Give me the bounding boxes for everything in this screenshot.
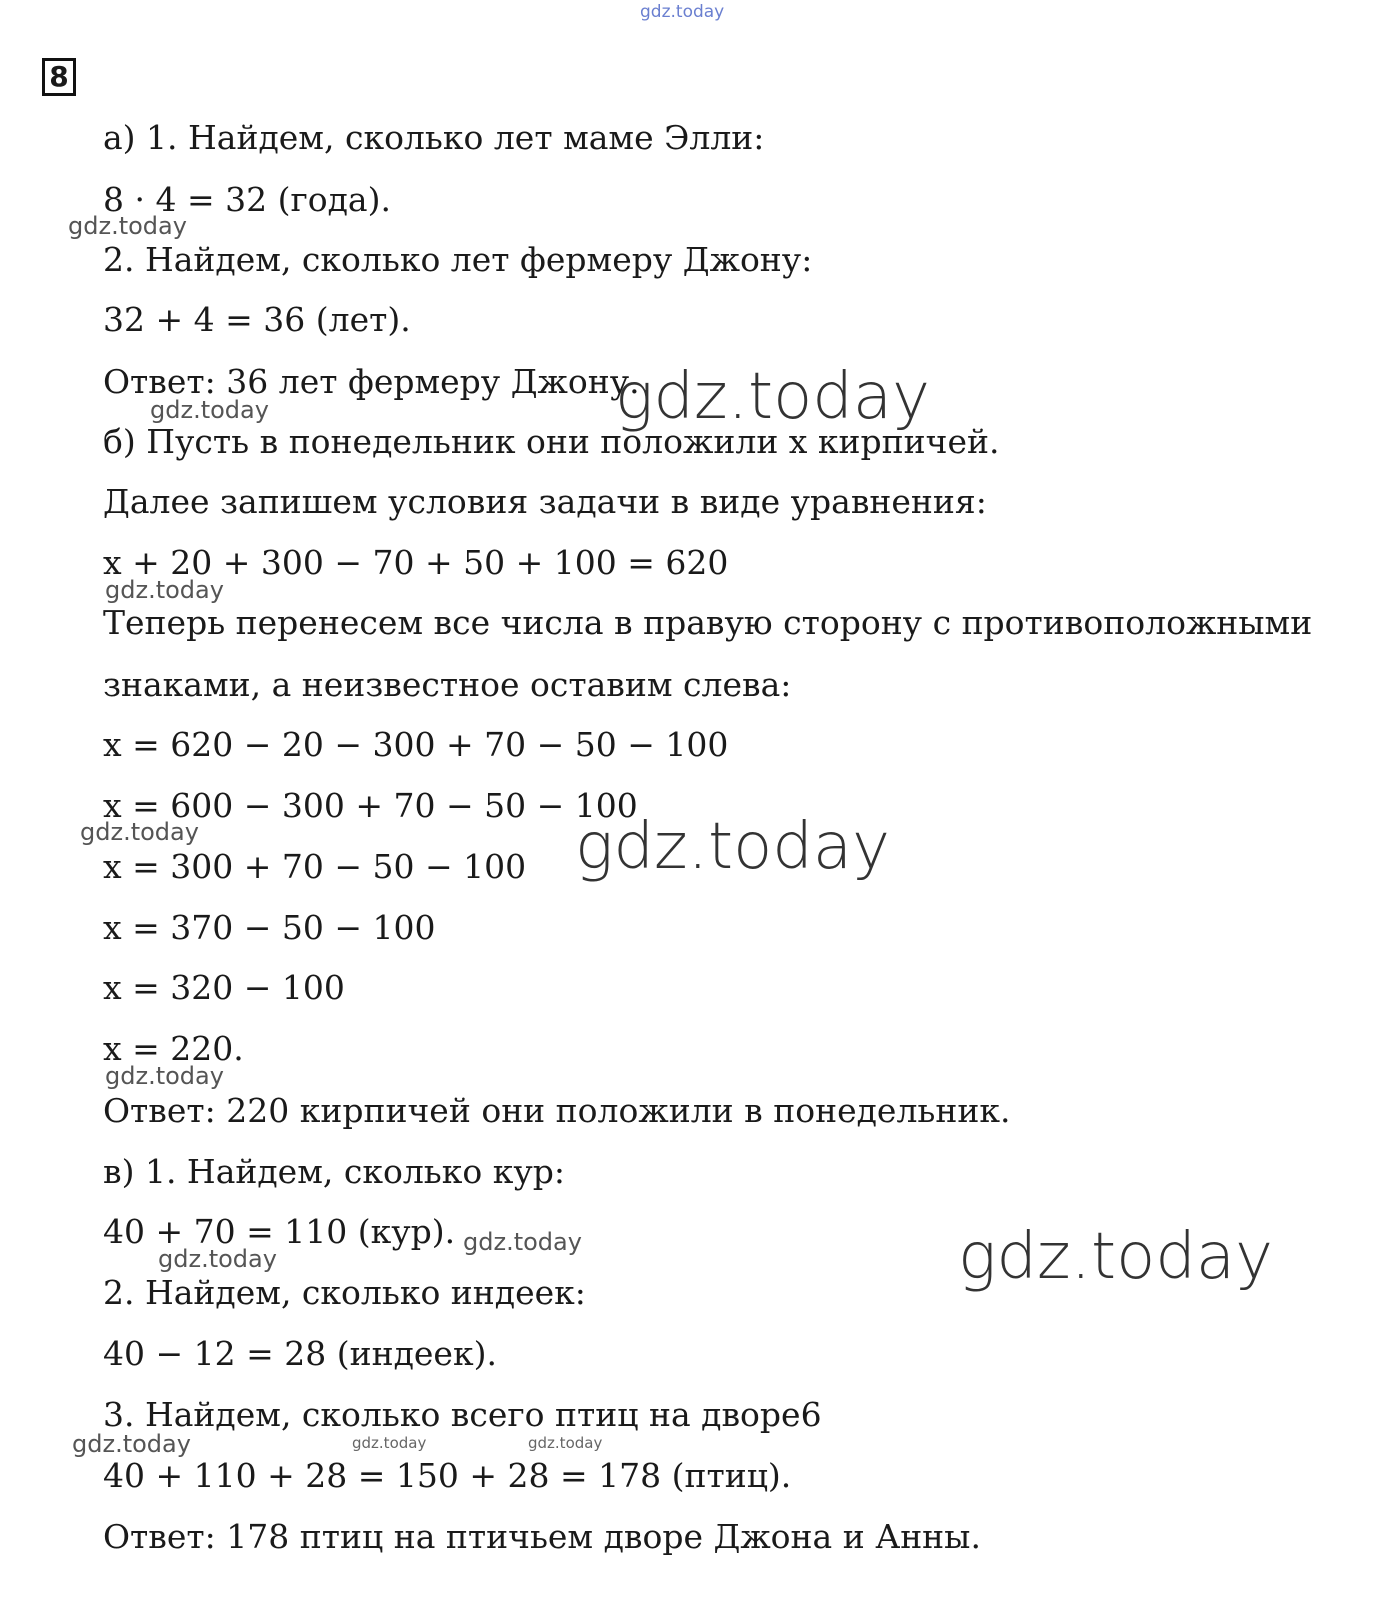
watermark: gdz.today [463,1228,582,1256]
solution-line: б) Пусть в понедельник они положили x кирпичей. [103,422,1000,461]
solution-line: 2. Найдем, сколько лет фермеру Джону: [103,240,813,279]
watermark: gdz.today [105,576,224,604]
solution-line: 40 − 12 = 28 (индеек). [103,1334,497,1373]
watermark: gdz.today [352,1434,427,1452]
problem-number-badge: 8 [42,58,76,96]
solution-line: а) 1. Найдем, сколько лет маме Элли: [103,118,765,157]
equation-line: x = 620 − 20 − 300 + 70 − 50 − 100 [103,725,729,764]
watermark-large: gdz.today [575,810,890,884]
equation-line: 40 + 110 + 28 = 150 + 28 = 178 (птиц). [103,1456,792,1495]
solution-line: Далее запишем условия задачи в виде уравнения: [103,482,987,521]
watermark-large: gdz.today [615,360,930,434]
solution-line: Ответ: 178 птиц на птичьем дворе Джона и Анны. [103,1517,981,1556]
equation-line: x = 300 + 70 − 50 − 100 [103,847,527,886]
solution-line: Ответ: 36 лет фермеру Джону. [103,362,640,401]
solution-line: знаками, а неизвестное оставим слева: [103,665,792,704]
watermark: gdz.today [72,1430,191,1458]
equation-line: x = 370 − 50 − 100 [103,908,436,947]
watermark-top: gdz.today [640,2,725,22]
solution-line: 3. Найдем, сколько всего птиц на дворе6 [103,1395,822,1434]
solution-line: Теперь перенесем все числа в правую сторону с противоположными [103,603,1313,642]
equation-line: x = 320 − 100 [103,968,345,1007]
watermark-large: gdz.today [958,1220,1273,1294]
equation-line: x = 600 − 300 + 70 − 50 − 100 [103,786,638,825]
equation-line: x + 20 + 300 − 70 + 50 + 100 = 620 [103,543,729,582]
solution-line: 32 + 4 = 36 (лет). [103,300,411,339]
equation-line: x = 220. [103,1029,244,1068]
watermark: gdz.today [80,818,199,846]
watermark: gdz.today [528,1434,603,1452]
solution-line: 8 · 4 = 32 (года). [103,180,391,219]
solution-line: Ответ: 220 кирпичей они положили в понедельник. [103,1091,1011,1130]
watermark: gdz.today [105,1062,224,1090]
solution-line: 2. Найдем, сколько индеек: [103,1273,586,1312]
watermark: gdz.today [68,212,187,240]
watermark: gdz.today [158,1245,277,1273]
watermark: gdz.today [150,396,269,424]
solution-line: в) 1. Найдем, сколько кур: [103,1152,566,1191]
solution-line: 40 + 70 = 110 (кур). [103,1212,456,1251]
